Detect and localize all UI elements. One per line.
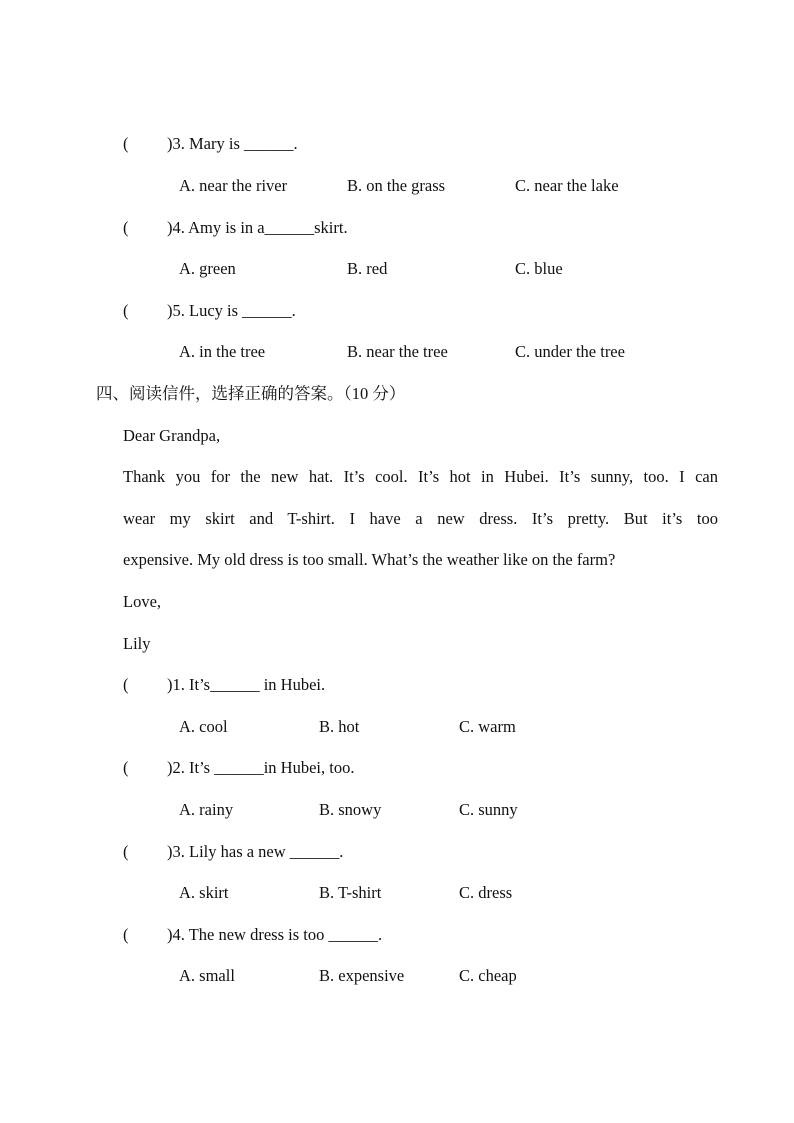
option-a: A. near the river	[179, 176, 288, 195]
option-b: B. hot	[319, 717, 360, 736]
question-4	[123, 218, 348, 238]
answer-paren[interactable]: (	[123, 675, 129, 694]
option-c: C. cheap	[459, 966, 517, 985]
option-a: A. small	[179, 966, 235, 985]
answer-paren[interactable]: (	[123, 842, 129, 861]
question-stem: )4. The new dress is too ______.	[167, 925, 383, 944]
option-a: A. green	[179, 259, 236, 278]
letter-body-line: expensive. My old dress is too small. What’s the weather like on the farm?	[123, 550, 616, 569]
question-1	[123, 675, 325, 695]
answer-paren[interactable]: (	[123, 134, 129, 153]
question-3	[123, 842, 343, 862]
option-b: B. T-shirt	[319, 883, 382, 902]
question-stem: )5. Lucy is ______.	[167, 301, 296, 320]
option-b: B. on the grass	[347, 176, 446, 195]
letter-body-line: Thank you for the new hat. It’s cool. It’s hot in Hubei. It’s sunny, too. I can	[123, 467, 718, 486]
option-c: C. blue	[515, 259, 563, 278]
question-4	[123, 925, 382, 945]
option-a: A. rainy	[179, 800, 234, 819]
letter-signature: Lily	[123, 634, 151, 653]
question-5	[123, 301, 296, 321]
letter-salutation: Dear Grandpa,	[123, 426, 221, 445]
option-c: C. sunny	[459, 800, 518, 819]
letter-closing: Love,	[123, 592, 162, 611]
option-c: C. dress	[459, 883, 513, 902]
option-a: A. skirt	[179, 883, 229, 902]
option-c: C. near the lake	[515, 176, 619, 195]
answer-paren[interactable]: (	[123, 301, 129, 320]
question-stem: )3. Lily has a new ______.	[167, 842, 344, 861]
option-c: C. warm	[459, 717, 516, 736]
answer-paren[interactable]: (	[123, 218, 129, 237]
question-stem: )2. It’s ______in Hubei, too.	[167, 758, 355, 777]
option-a: A. in the tree	[179, 342, 266, 361]
question-2	[123, 758, 354, 778]
option-b: B. near the tree	[347, 342, 448, 361]
question-stem: )4. Amy is in a______skirt.	[167, 218, 348, 237]
answer-paren[interactable]: (	[123, 758, 129, 777]
option-c: C. under the tree	[515, 342, 625, 361]
question-stem: )1. It’s______ in Hubei.	[167, 675, 326, 694]
answer-paren[interactable]: (	[123, 925, 129, 944]
section-heading: 四、阅读信件，选择正确的答案。（10 分）	[96, 384, 406, 403]
letter-body-line: wear my skirt and T-shirt. I have a new dress. It’s pretty. But it’s too	[123, 509, 718, 528]
option-b: B. snowy	[319, 800, 382, 819]
option-b: B. red	[347, 259, 388, 278]
question-3	[123, 134, 298, 154]
question-stem: )3. Mary is ______.	[167, 134, 298, 153]
option-b: B. expensive	[319, 966, 405, 985]
option-a: A. cool	[179, 717, 228, 736]
